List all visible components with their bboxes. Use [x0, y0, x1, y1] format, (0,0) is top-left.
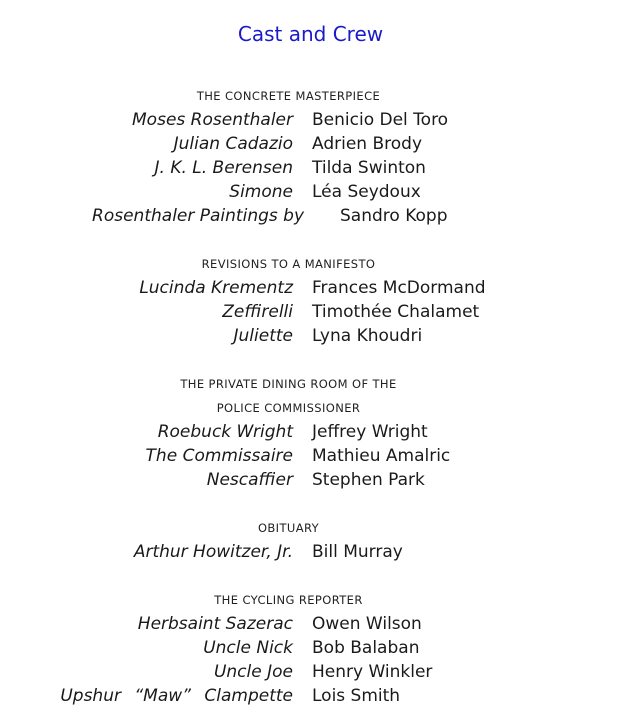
section-heading: THE CONCRETE MASTERPIECE — [196, 89, 381, 103]
actor-name: Adrien Brody — [312, 134, 423, 154]
role-name: Simone — [229, 182, 293, 202]
actor-name: Owen Wilson — [312, 614, 422, 634]
credit-row — [0, 132, 621, 156]
role-name: Rosenthaler Paintings by — [92, 206, 304, 226]
actor-name: Timothée Chalamet — [312, 302, 480, 322]
section-obituary — [0, 516, 621, 564]
role-name: Upshur “Maw” Clampette — [60, 686, 293, 706]
role-name: Roebuck Wright — [157, 422, 293, 442]
credit-row — [0, 180, 621, 204]
role-name: Uncle Joe — [213, 662, 293, 682]
actor-name: Mathieu Amalric — [312, 446, 451, 466]
section-revisions-to-a-manifesto — [0, 252, 621, 348]
actor-name: Lois Smith — [312, 686, 401, 706]
role-name: Herbsaint Sazerac — [137, 614, 293, 634]
role-name: Uncle Nick — [203, 638, 293, 658]
credit-row — [0, 468, 621, 492]
section-cycling-reporter — [0, 588, 621, 708]
role-name: Julian Cadazio — [173, 134, 293, 154]
actor-name: Stephen Park — [312, 470, 425, 490]
actor-name: Tilda Swinton — [312, 158, 426, 178]
credit-row — [0, 276, 621, 300]
section-heading: THE CYCLING REPORTER — [214, 593, 363, 607]
section-heading: REVISIONS TO A MANIFESTO — [201, 257, 376, 271]
role-name: Lucinda Krementz — [139, 278, 293, 298]
credit-row — [0, 540, 621, 564]
credit-row — [0, 684, 621, 708]
credit-row — [0, 324, 621, 348]
credit-row — [0, 156, 621, 180]
actor-name: Bob Balaban — [312, 638, 420, 658]
section-concrete-masterpiece — [0, 84, 621, 228]
credit-row — [0, 444, 621, 468]
role-name: Moses Rosenthaler — [132, 110, 293, 130]
role-name: Juliette — [233, 326, 293, 346]
credit-row — [0, 108, 621, 132]
actor-name: Lyna Khoudri — [312, 326, 423, 346]
credit-row — [0, 420, 621, 444]
credit-row — [0, 204, 621, 228]
role-name: The Commissaire — [145, 446, 293, 466]
role-name: Arthur Howitzer, Jr. — [133, 542, 293, 562]
actor-name: Bill Murray — [312, 542, 403, 562]
credit-row — [0, 300, 621, 324]
role-name: Zeffirelli — [222, 302, 293, 322]
actor-name: Benicio Del Toro — [312, 110, 449, 130]
credit-row — [0, 660, 621, 684]
actor-name: Henry Winkler — [312, 662, 433, 682]
section-heading: OBITUARY — [257, 521, 320, 535]
section-heading: POLICE COMMISSIONER — [216, 401, 361, 415]
role-name: J. K. L. Berensen — [154, 158, 293, 178]
section-private-dining-room — [0, 372, 621, 492]
section-heading: THE PRIVATE DINING ROOM OF THE — [180, 377, 397, 391]
page-title: Cast and Crew — [237, 22, 384, 46]
actor-name: Frances McDormand — [312, 278, 486, 298]
credit-row — [0, 636, 621, 660]
actor-name: Sandro Kopp — [340, 206, 448, 226]
credit-row — [0, 612, 621, 636]
role-name: Nescaffier — [206, 470, 293, 490]
actor-name: Léa Seydoux — [312, 182, 421, 202]
actor-name: Jeffrey Wright — [312, 422, 428, 442]
